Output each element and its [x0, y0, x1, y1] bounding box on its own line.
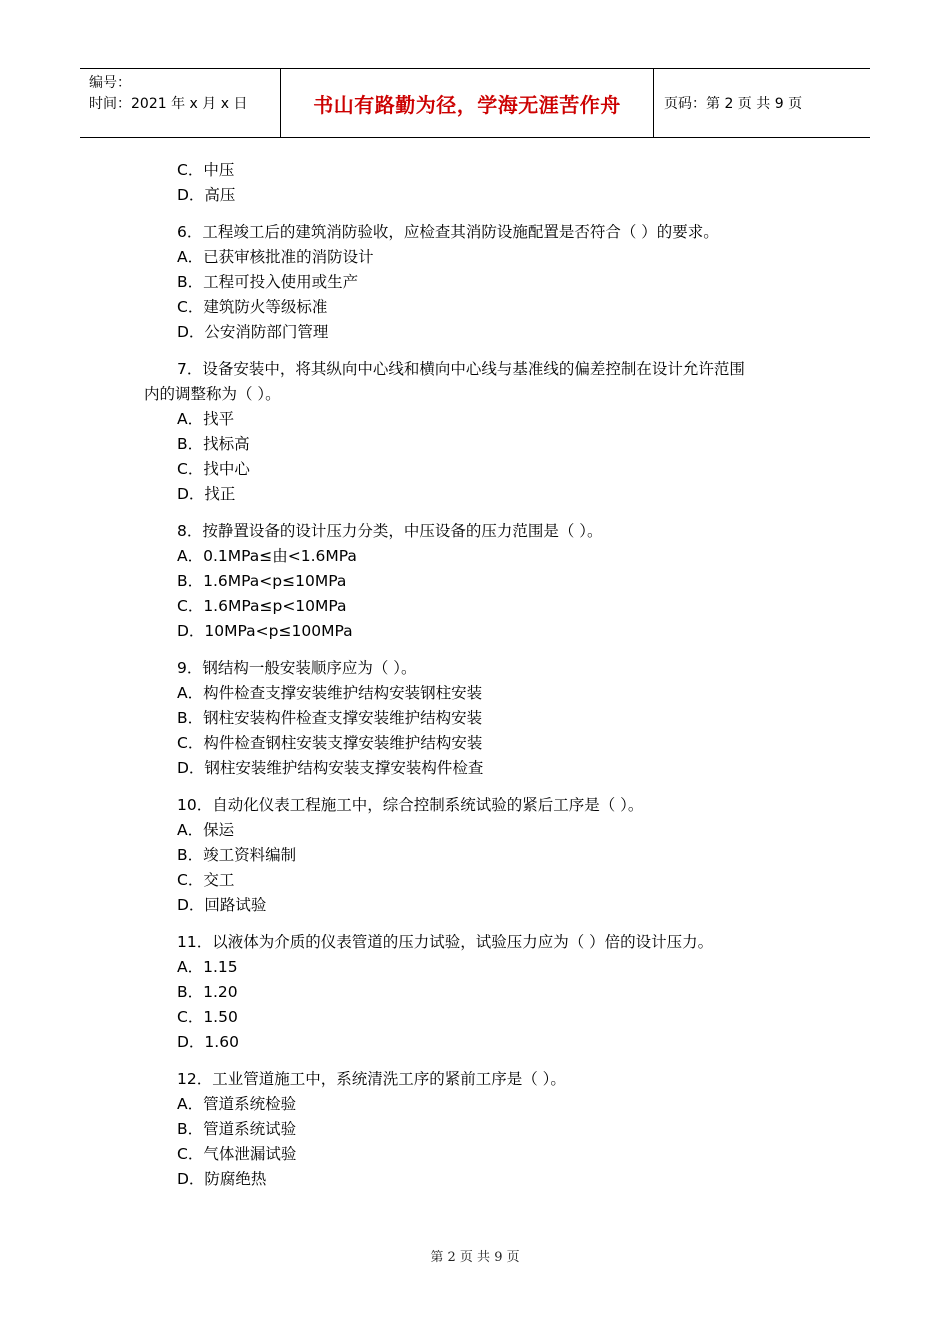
question-10 — [144, 793, 824, 918]
option-line: A．已获审核批准的消防设计 — [177, 248, 374, 266]
option-line: B．竣工资料编制 — [177, 846, 297, 864]
option-line: C．构件检查钢柱安装支撑安装维护结构安装 — [177, 734, 483, 752]
header-motto-cell — [281, 69, 654, 137]
option-line: C．气体泄漏试验 — [177, 1145, 297, 1163]
question-stem-continued: 内的调整称为（ ）。 — [144, 385, 281, 403]
option-line: A．0.1MPa≤由<1.6MPa — [177, 547, 357, 565]
option-line: B．1.20 — [177, 983, 238, 1001]
option-line: C．中压 — [177, 161, 235, 179]
option-line: C．建筑防火等级标准 — [177, 298, 328, 316]
option-line: C．交工 — [177, 871, 235, 889]
number-label: 编号： — [89, 75, 131, 91]
question-stem: 8．按静置设备的设计压力分类，中压设备的压力范围是（ ）。 — [177, 522, 603, 540]
option-line: C．1.6MPa≤p<10MPa — [177, 597, 347, 615]
option-line: D．高压 — [177, 186, 236, 204]
question-6 — [144, 220, 824, 345]
time-line: 时间：2021 年 x 月 x 日 — [89, 96, 248, 112]
page-footer: 第 2 页 共 9 页 — [430, 1250, 520, 1265]
option-line: A．找平 — [177, 410, 235, 428]
option-line: C．1.50 — [177, 1008, 238, 1026]
option-line: B．管道系统试验 — [177, 1120, 297, 1138]
question-stem: 10．自动化仪表工程施工中，综合控制系统试验的紧后工序是（ ）。 — [177, 796, 644, 814]
option-line: A．构件检查支撑安装维护结构安装钢柱安装 — [177, 684, 483, 702]
question-11 — [144, 930, 824, 1055]
question-stem: 7．设备安装中，将其纵向中心线和横向中心线与基准线的偏差控制在设计允许范围 — [177, 360, 745, 378]
option-line: A．1.15 — [177, 958, 238, 976]
option-line: C．找中心 — [177, 460, 250, 478]
motto: 书山有路勤为径，学海无涯苦作舟 — [313, 92, 621, 117]
header-page-info-cell — [654, 69, 870, 137]
option-line: B．工程可投入使用或生产 — [177, 273, 359, 291]
option-line: B．钢柱安装构件检查支撑安装维护结构安装 — [177, 709, 483, 727]
option-line: D．钢柱安装维护结构安装支撑安装构件检查 — [177, 759, 484, 777]
question-9 — [144, 656, 824, 781]
option-line: D．找正 — [177, 485, 236, 503]
question-stem: 11．以液体为介质的仪表管道的压力试验，试验压力应为（ ）倍的设计压力。 — [177, 933, 714, 951]
option-line: D．防腐绝热 — [177, 1170, 267, 1188]
page-info: 页码：第 2 页 共 9 页 — [664, 96, 803, 112]
option-line: A．保运 — [177, 821, 235, 839]
option-line: A．管道系统检验 — [177, 1095, 297, 1113]
option-line: D．1.60 — [177, 1033, 239, 1051]
header-meta — [80, 69, 281, 137]
option-line: B．1.6MPa<p≤10MPa — [177, 572, 347, 590]
question-8 — [144, 519, 824, 644]
question-stem: 6．工程竣工后的建筑消防验收，应检查其消防设施配置是否符合（ ）的要求。 — [177, 223, 719, 241]
page-header — [80, 68, 870, 138]
option-line: B．找标高 — [177, 435, 250, 453]
question-7 — [144, 357, 824, 507]
option-line: D．10MPa<p≤100MPa — [177, 622, 353, 640]
option-line: D．公安消防部门管理 — [177, 323, 329, 341]
question-12 — [144, 1067, 824, 1192]
question-stem: 12．工业管道施工中，系统清洗工序的紧前工序是（ ）。 — [177, 1070, 566, 1088]
document-body — [144, 158, 824, 1192]
option-line: D．回路试验 — [177, 896, 267, 914]
question-stem: 9．钢结构一般安装顺序应为（ ）。 — [177, 659, 417, 677]
